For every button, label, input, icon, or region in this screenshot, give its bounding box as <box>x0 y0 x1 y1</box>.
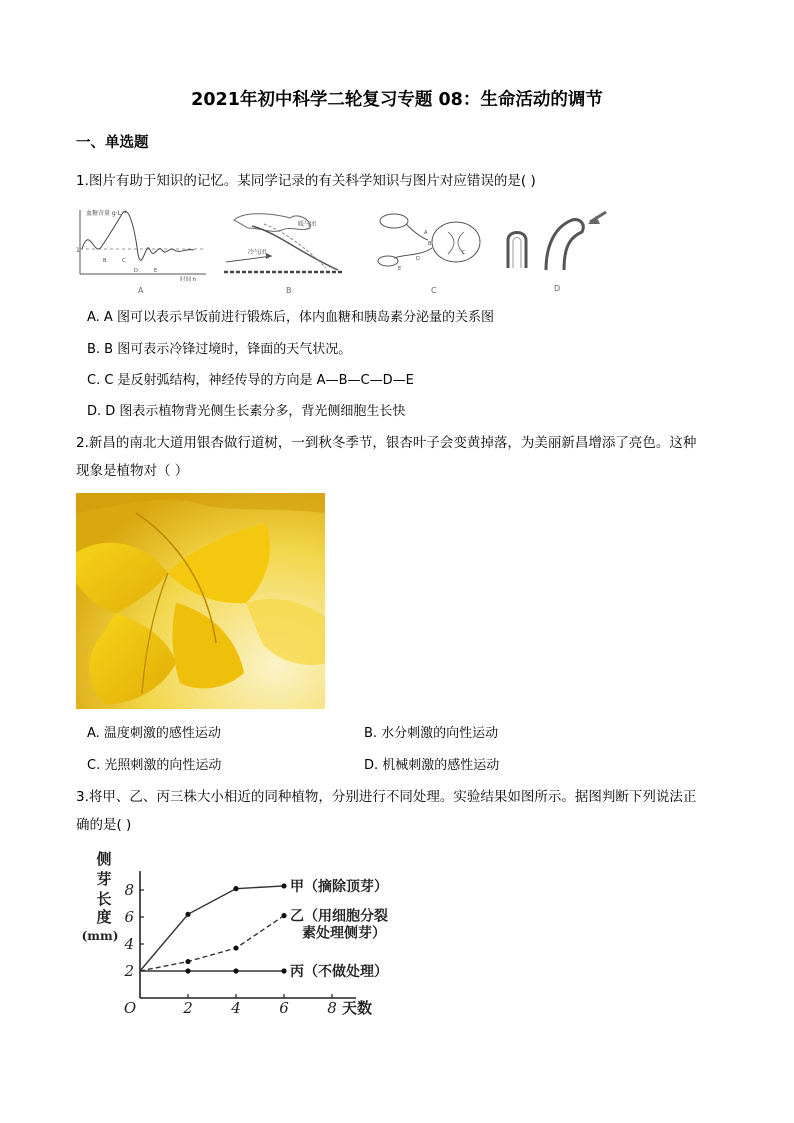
figure-c-letter: A <box>424 230 428 236</box>
figure-b-cold: 冷气团 <box>248 249 267 256</box>
figure-caption-c: C <box>431 286 437 294</box>
series-label: 丙（不做处理） <box>290 964 388 980</box>
y-axis-label-char: (mm) <box>81 929 119 943</box>
figure-c-letter: D <box>416 256 420 262</box>
figure-a-tick: B <box>103 258 107 264</box>
figure-caption-a: A <box>138 286 144 294</box>
data-point <box>233 968 238 973</box>
x-tick-label: 2 <box>183 999 193 1017</box>
series-line <box>140 916 284 971</box>
x-tick-label: 4 <box>231 999 241 1017</box>
question-3-stem-line2: 确的是( ) <box>76 817 132 833</box>
ginkgo-leaves-photo <box>76 493 325 709</box>
y-axis-label-char: 芽 <box>96 870 112 888</box>
question-1-option-c[interactable]: C. C 是反射弧结构，神经传导的方向是 A—B—C—D—E <box>87 373 414 388</box>
figure-caption-d: D <box>554 284 561 293</box>
question-1-option-b[interactable]: B. B 图可表示冷锋过境时，锋面的天气状况。 <box>87 342 352 357</box>
question-2-option-c[interactable]: C. 光照刺激的向性运动 <box>87 758 222 773</box>
section-heading: 一、单选题 <box>76 135 149 151</box>
question-1-option-d[interactable]: D. D 图表示植物背光侧生长素分多，背光侧细胞生长快 <box>87 404 406 419</box>
series-label: 甲（摘除顶芽） <box>290 878 388 895</box>
question-2-option-a[interactable]: A. 温度刺激的感性运动 <box>87 726 221 741</box>
figure-a-tick: E <box>154 268 158 274</box>
y-tick-label: 8 <box>124 881 134 899</box>
y-tick-label: 2 <box>124 962 134 980</box>
x-tick-label: 6 <box>279 999 289 1017</box>
origin-label: O <box>123 999 137 1017</box>
question-2-option-d[interactable]: D. 机械刺激的感性运动 <box>364 758 500 773</box>
series-line <box>140 886 284 971</box>
data-point <box>233 945 238 950</box>
figure-c-letter: B <box>428 241 432 247</box>
figure-c-letter: C <box>462 250 466 256</box>
figure-b-warm: 暖气团 <box>298 221 317 228</box>
lateral-bud-growth-chart <box>80 850 410 1020</box>
question-2-option-b[interactable]: B. 水分刺激的向性运动 <box>364 726 499 741</box>
y-tick-label: 6 <box>124 908 134 926</box>
figure-panel-b <box>224 214 344 294</box>
question-2-stem-line2: 现象是植物对（ ） <box>76 463 189 479</box>
figure-a-num: 1 <box>76 247 80 254</box>
figure-panel-d <box>508 212 606 293</box>
question-1-figure <box>76 204 636 294</box>
document-title: 2021年初中科学二轮复习专题 08：生命活动的调节 <box>191 90 603 110</box>
question-3-stem-line1: 3.将甲、乙、丙三株大小相近的同种植物，分别进行不同处理。实验结果如图所示。据图判断下列说法正 <box>76 789 697 805</box>
data-point <box>185 959 190 964</box>
series-label: 乙（用细胞分裂 <box>290 908 388 925</box>
x-tick-label: 8 <box>327 999 337 1017</box>
figure-panel-a <box>76 209 206 294</box>
figure-caption-b: B <box>286 286 292 294</box>
question-2-stem-line1: 2.新昌的南北大道用银杏做行道树，一到秋冬季节，银杏叶子会变黄掉落，为美丽新昌增添了亮色。这种 <box>76 435 697 451</box>
series-label: 素处理侧芽） <box>302 925 386 942</box>
y-axis-label-char: 度 <box>96 908 112 926</box>
figure-panel-c <box>378 214 480 294</box>
data-point <box>233 886 238 891</box>
figure-a-axis-y: 血糖含量 g·L⁻¹ <box>86 210 127 217</box>
y-axis-label-char: 侧 <box>96 850 112 868</box>
y-tick-label: 4 <box>124 935 134 953</box>
question-1-stem: 1.图片有助于知识的记忆。某同学记录的有关科学知识与图片对应错误的是( ) <box>76 173 536 189</box>
data-point <box>281 883 286 888</box>
data-point <box>281 968 286 973</box>
y-axis-label-char: 长 <box>96 890 112 908</box>
figure-c-letter: E <box>398 266 402 272</box>
x-axis-label: 天数 <box>342 999 373 1017</box>
figure-a-axis-x: 时间 h <box>180 277 197 283</box>
figure-a-tick: D <box>134 268 138 274</box>
figure-a-tick: C <box>122 258 126 264</box>
data-point <box>281 913 286 918</box>
data-point <box>185 968 190 973</box>
data-point <box>185 912 190 917</box>
question-1-option-a[interactable]: A. A 图可以表示早饭前进行锻炼后，体内血糖和胰岛素分泌量的关系图 <box>87 310 494 325</box>
